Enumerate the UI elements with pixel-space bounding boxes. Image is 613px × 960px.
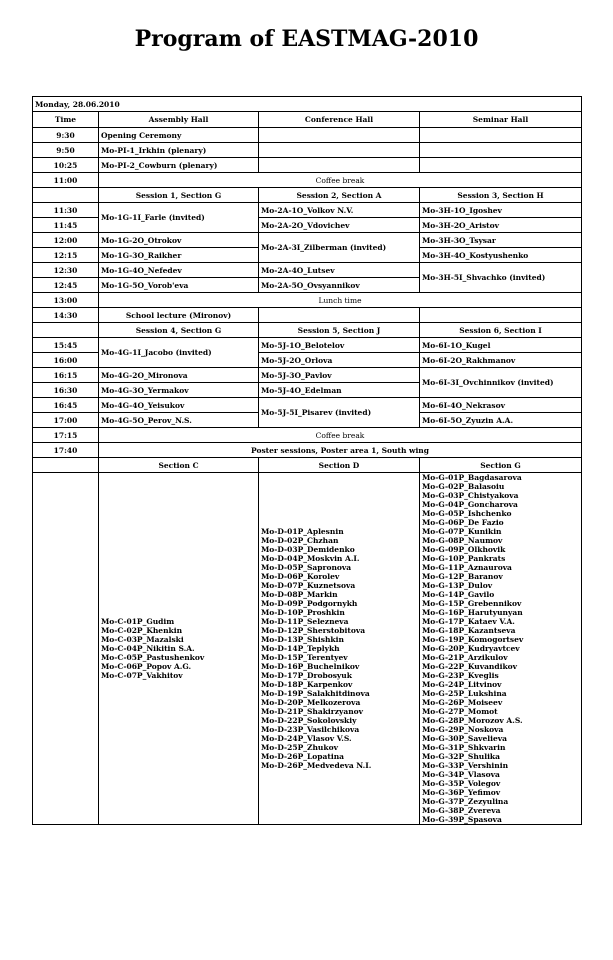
poster-item: Mo-C-07P_Vakhitov [101,671,183,680]
poster-item: Mo-G-35P_Volegov [422,779,501,788]
talk-cell: Mo-3H-2O_Aristov [420,218,582,233]
talk-cell: Opening Ceremony [99,128,259,143]
schedule-row [33,398,582,413]
poster-item: Mo-D-14P_Teplykh [261,644,340,653]
poster-item: Mo-D-08P_Markin [261,590,338,599]
poster-item: Mo-G-27P_Momot [422,707,498,716]
poster-item: Mo-G-19P_Komogortsev [422,635,524,644]
poster-item: Mo-G-37P_Zezyulina [422,797,509,806]
poster-item: Mo-G-38P_Zvereva [422,806,501,815]
poster-item: Mo-D-10P_Proshkin [261,608,345,617]
empty-cell [33,188,99,203]
time-cell: 16:45 [33,398,99,413]
time-cell: 17:00 [33,413,99,428]
poster-item: Mo-G-20P_Kudryavtcev [422,644,520,653]
poster-item: Mo-D-03P_Demidenko [261,545,355,554]
header-seminar-hall: Seminar Hall [420,112,582,128]
schedule-row [33,368,582,383]
poster-item: Mo-G-04P_Goncharova [422,500,518,509]
time-cell: 10:25 [33,158,99,173]
talk-cell: Mo-3H-5I_Shvachko (invited) [420,263,582,293]
poster-row [33,443,582,458]
talk-cell: Mo-PI-1_Irkhin (plenary) [99,143,259,158]
poster-item: Mo-G-07P_Kunikin [422,527,502,536]
section-label: Section G [420,458,582,473]
poster-item: Mo-G-23P_Kveglis [422,671,499,680]
poster-item: Mo-G-18P_Kazantseva [422,626,516,635]
poster-item: Mo-D-16P_Buchelnikov [261,662,360,671]
talk-cell: Mo-6I-2O_Rakhmanov [420,353,582,368]
empty-cell [420,143,582,158]
poster-item: Mo-C-04P_Nikitin S.A. [101,644,195,653]
poster-item: Mo-G-22P_Kuvandikov [422,662,518,671]
poster-item: Mo-D-12P_Sherstobitova [261,626,366,635]
break-row [33,428,582,443]
talk-cell: Mo-PI-2_Cowburn (plenary) [99,158,259,173]
time-cell: 16:00 [33,353,99,368]
session-label: Session 6, Section I [420,323,582,338]
talk-cell: Mo-5J-1O_Belotelov [259,338,420,353]
poster-item: Mo-D-24P_Vlasov V.S. [261,734,352,743]
poster-item: Mo-G-36P_Yefimov [422,788,501,797]
talk-cell: Mo-2A-5O_Ovsyannikov [259,278,420,293]
talk-cell: Mo-1G-5O_Vorob'eva [99,278,259,293]
time-cell: 11:00 [33,173,99,188]
session-label: Session 5, Section J [259,323,420,338]
header-assembly-hall: Assembly Hall [99,112,259,128]
poster-item: Mo-D-18P_Karpenkov [261,680,353,689]
schedule-row [33,128,582,143]
talk-cell: Mo-4G-1I_Jacobo (invited) [99,338,259,368]
poster-item: Mo-G-11P_Aznaurova [422,563,512,572]
time-cell: 12:45 [33,278,99,293]
talk-cell: Mo-3H-3O_Tsysar [420,233,582,248]
session-row [33,323,582,338]
poster-session-heading: Poster sessions, Poster area 1, South wing [99,443,582,458]
talk-cell: Mo-4G-4O_Yeisukov [99,398,259,413]
poster-item: Mo-G-01P_Bagdasarova [422,473,522,482]
talk-cell: Mo-1G-4O_Nefedev [99,263,259,278]
poster-item: Mo-G-31P_Shkvarin [422,743,506,752]
poster-item: Mo-D-26P_Medvedeva N.I. [261,761,372,770]
talk-cell: Mo-2A-1O_Volkov N.V. [259,203,420,218]
poster-item: Mo-G-25P_Lukshina [422,689,507,698]
talk-cell: Mo-6I-3I_Ovchinnikov (invited) [420,368,582,398]
time-cell: 11:30 [33,203,99,218]
poster-item: Mo-G-28P_Morozov A.S. [422,716,523,725]
break-row [33,293,582,308]
poster-item: Mo-D-15P_Terentyev [261,653,348,662]
empty-cell [259,143,420,158]
talk-cell: Mo-1G-3O_Raikher [99,248,259,263]
talk-cell: Mo-6I-5O_Zyuzin A.A. [420,413,582,428]
empty-cell [259,308,420,323]
break-row [33,173,582,188]
time-cell: 14:30 [33,308,99,323]
talk-cell: Mo-5J-3O_Pavlov [259,368,420,383]
time-cell: 17:40 [33,443,99,458]
empty-cell [33,323,99,338]
session-label: Session 1, Section G [99,188,259,203]
session-row [33,458,582,473]
day-heading: Monday, 28.06.2010 [33,97,582,112]
poster-list-section-g [420,473,582,825]
schedule-row [33,263,582,278]
poster-item: Mo-C-01P_Gudim [101,617,175,626]
schedule-row [33,308,582,323]
talk-cell: Mo-1G-2O_Otrokov [99,233,259,248]
poster-item: Mo-G-24P_Litvinov [422,680,502,689]
session-label: Session 3, Section H [420,188,582,203]
poster-item: Mo-C-05P_Pastushenkov [101,653,205,662]
poster-item: Mo-C-06P_Popov A.G. [101,662,192,671]
lunch-break: Lunch time [99,293,582,308]
poster-item: Mo-D-01P_Aplesnin [261,527,344,536]
poster-item: Mo-G-12P_Baranov [422,572,503,581]
poster-item: Mo-G-32P_Shulika [422,752,500,761]
poster-list-section-d [259,473,420,825]
talk-cell: Mo-2A-3I_Zilberman (invited) [259,233,420,263]
talk-cell: Mo-4G-2O_Mironova [99,368,259,383]
time-cell: 9:30 [33,128,99,143]
poster-item: Mo-D-17P_Drobosyuk [261,671,352,680]
poster-item: Mo-G-29P_Noskova [422,725,504,734]
schedule-row [33,158,582,173]
time-cell: 15:45 [33,338,99,353]
talk-cell: Mo-6I-1O_Kugel [420,338,582,353]
talk-cell: Mo-6I-4O_Nekrasov [420,398,582,413]
empty-cell [33,458,99,473]
empty-cell [259,128,420,143]
talk-cell: Mo-2A-4O_Lutsev [259,263,420,278]
empty-cell [420,128,582,143]
poster-item: Mo-D-23P_Vasilchikova [261,725,360,734]
program-table [32,96,582,825]
page-title: Program of EASTMAG-2010 [134,26,479,52]
empty-cell [259,158,420,173]
poster-item: Mo-G-08P_Naumov [422,536,503,545]
poster-item: Mo-G-09P_Olkhovik [422,545,506,554]
poster-item: Mo-D-06P_Korolev [261,572,340,581]
poster-item: Mo-D-19P_Salakhitdinova [261,689,370,698]
empty-cell [420,308,582,323]
empty-cell [420,158,582,173]
section-label: Section C [99,458,259,473]
poster-item: Mo-G-05P_Ishchenko [422,509,512,518]
poster-item: Mo-D-05P_Sapronova [261,563,352,572]
poster-item: Mo-G-15P_Grebennikov [422,599,522,608]
poster-item: Mo-G-39P_Spasova [422,815,502,824]
talk-cell: Mo-2A-2O_Vdovichev [259,218,420,233]
section-label: Section D [259,458,420,473]
poster-item: Mo-G-10P_Pankrats [422,554,506,563]
day-row [33,97,582,112]
poster-item: Mo-C-03P_Mazalski [101,635,184,644]
poster-item: Mo-D-13P_Shishkin [261,635,344,644]
talk-cell: Mo-3H-4O_Kostyushenko [420,248,582,263]
poster-item: Mo-G-30P_Savelieva [422,734,507,743]
poster-item: Mo-D-02P_Chzhan [261,536,339,545]
talk-cell: Mo-3H-1O_Igoshev [420,203,582,218]
schedule-row [33,233,582,248]
poster-item: Mo-G-06P_De Fazio [422,518,504,527]
poster-list-section-c [99,473,259,825]
poster-item: Mo-C-02P_Khenkin [101,626,183,635]
talk-cell: Mo-5J-5I_Pisarev (invited) [259,398,420,428]
coffee-break: Coffee break [99,428,582,443]
talk-cell: Mo-5J-4O_Edelman [259,383,420,398]
session-label: Session 2, Section A [259,188,420,203]
poster-item: Mo-D-07P_Kuznetsova [261,581,356,590]
poster-item: Mo-D-22P_Sokolovskiy [261,716,357,725]
talk-cell: Mo-4G-5O_Perov_N.S. [99,413,259,428]
poster-item: Mo-G-13P_Dulov [422,581,493,590]
time-cell: 11:45 [33,218,99,233]
time-cell: 16:30 [33,383,99,398]
header-time: Time [33,112,99,128]
time-cell: 13:00 [33,293,99,308]
poster-item: Mo-G-21P_Arzikulov [422,653,508,662]
talk-cell: School lecture (Mironov) [99,308,259,323]
poster-item: Mo-D-21P_Shakirzyanov [261,707,364,716]
poster-item: Mo-G-14P_Gavilo [422,590,495,599]
poster-item: Mo-D-09P_Podgornykh [261,599,358,608]
poster-item: Mo-D-04P_Moskvin A.I. [261,554,360,563]
empty-cell [33,473,99,825]
time-cell: 9:50 [33,143,99,158]
poster-item: Mo-D-25P_Zhukov [261,743,338,752]
poster-lists-row [33,473,582,825]
poster-item: Mo-G-17P_Kataev V.A. [422,617,515,626]
schedule-row [33,338,582,353]
time-cell: 16:15 [33,368,99,383]
talk-cell: Mo-1G-1I_Farle (invited) [99,203,259,233]
talk-cell: Mo-4G-3O_Yermakov [99,383,259,398]
poster-item: Mo-G-34P_Vlasova [422,770,500,779]
poster-item: Mo-D-11P_Selezneva [261,617,349,626]
time-cell: 12:00 [33,233,99,248]
poster-item: Mo-G-26P_Moiseev [422,698,503,707]
poster-item: Mo-D-20P_Melkozerova [261,698,361,707]
session-label: Session 4, Section G [99,323,259,338]
coffee-break: Coffee break [99,173,582,188]
schedule-row [33,203,582,218]
header-conference-hall: Conference Hall [259,112,420,128]
session-row [33,188,582,203]
talk-cell: Mo-5J-2O_Orlova [259,353,420,368]
time-cell: 12:30 [33,263,99,278]
poster-item: Mo-G-02P_Balasoiu [422,482,505,491]
poster-item: Mo-D-26P_Lopatina [261,752,345,761]
poster-item: Mo-G-03P_Chistyakova [422,491,519,500]
time-cell: 17:15 [33,428,99,443]
header-row [33,112,582,128]
time-cell: 12:15 [33,248,99,263]
poster-item: Mo-G-33P_Vershinin [422,761,509,770]
schedule-row [33,143,582,158]
poster-item: Mo-G-16P_Harutyunyan [422,608,523,617]
